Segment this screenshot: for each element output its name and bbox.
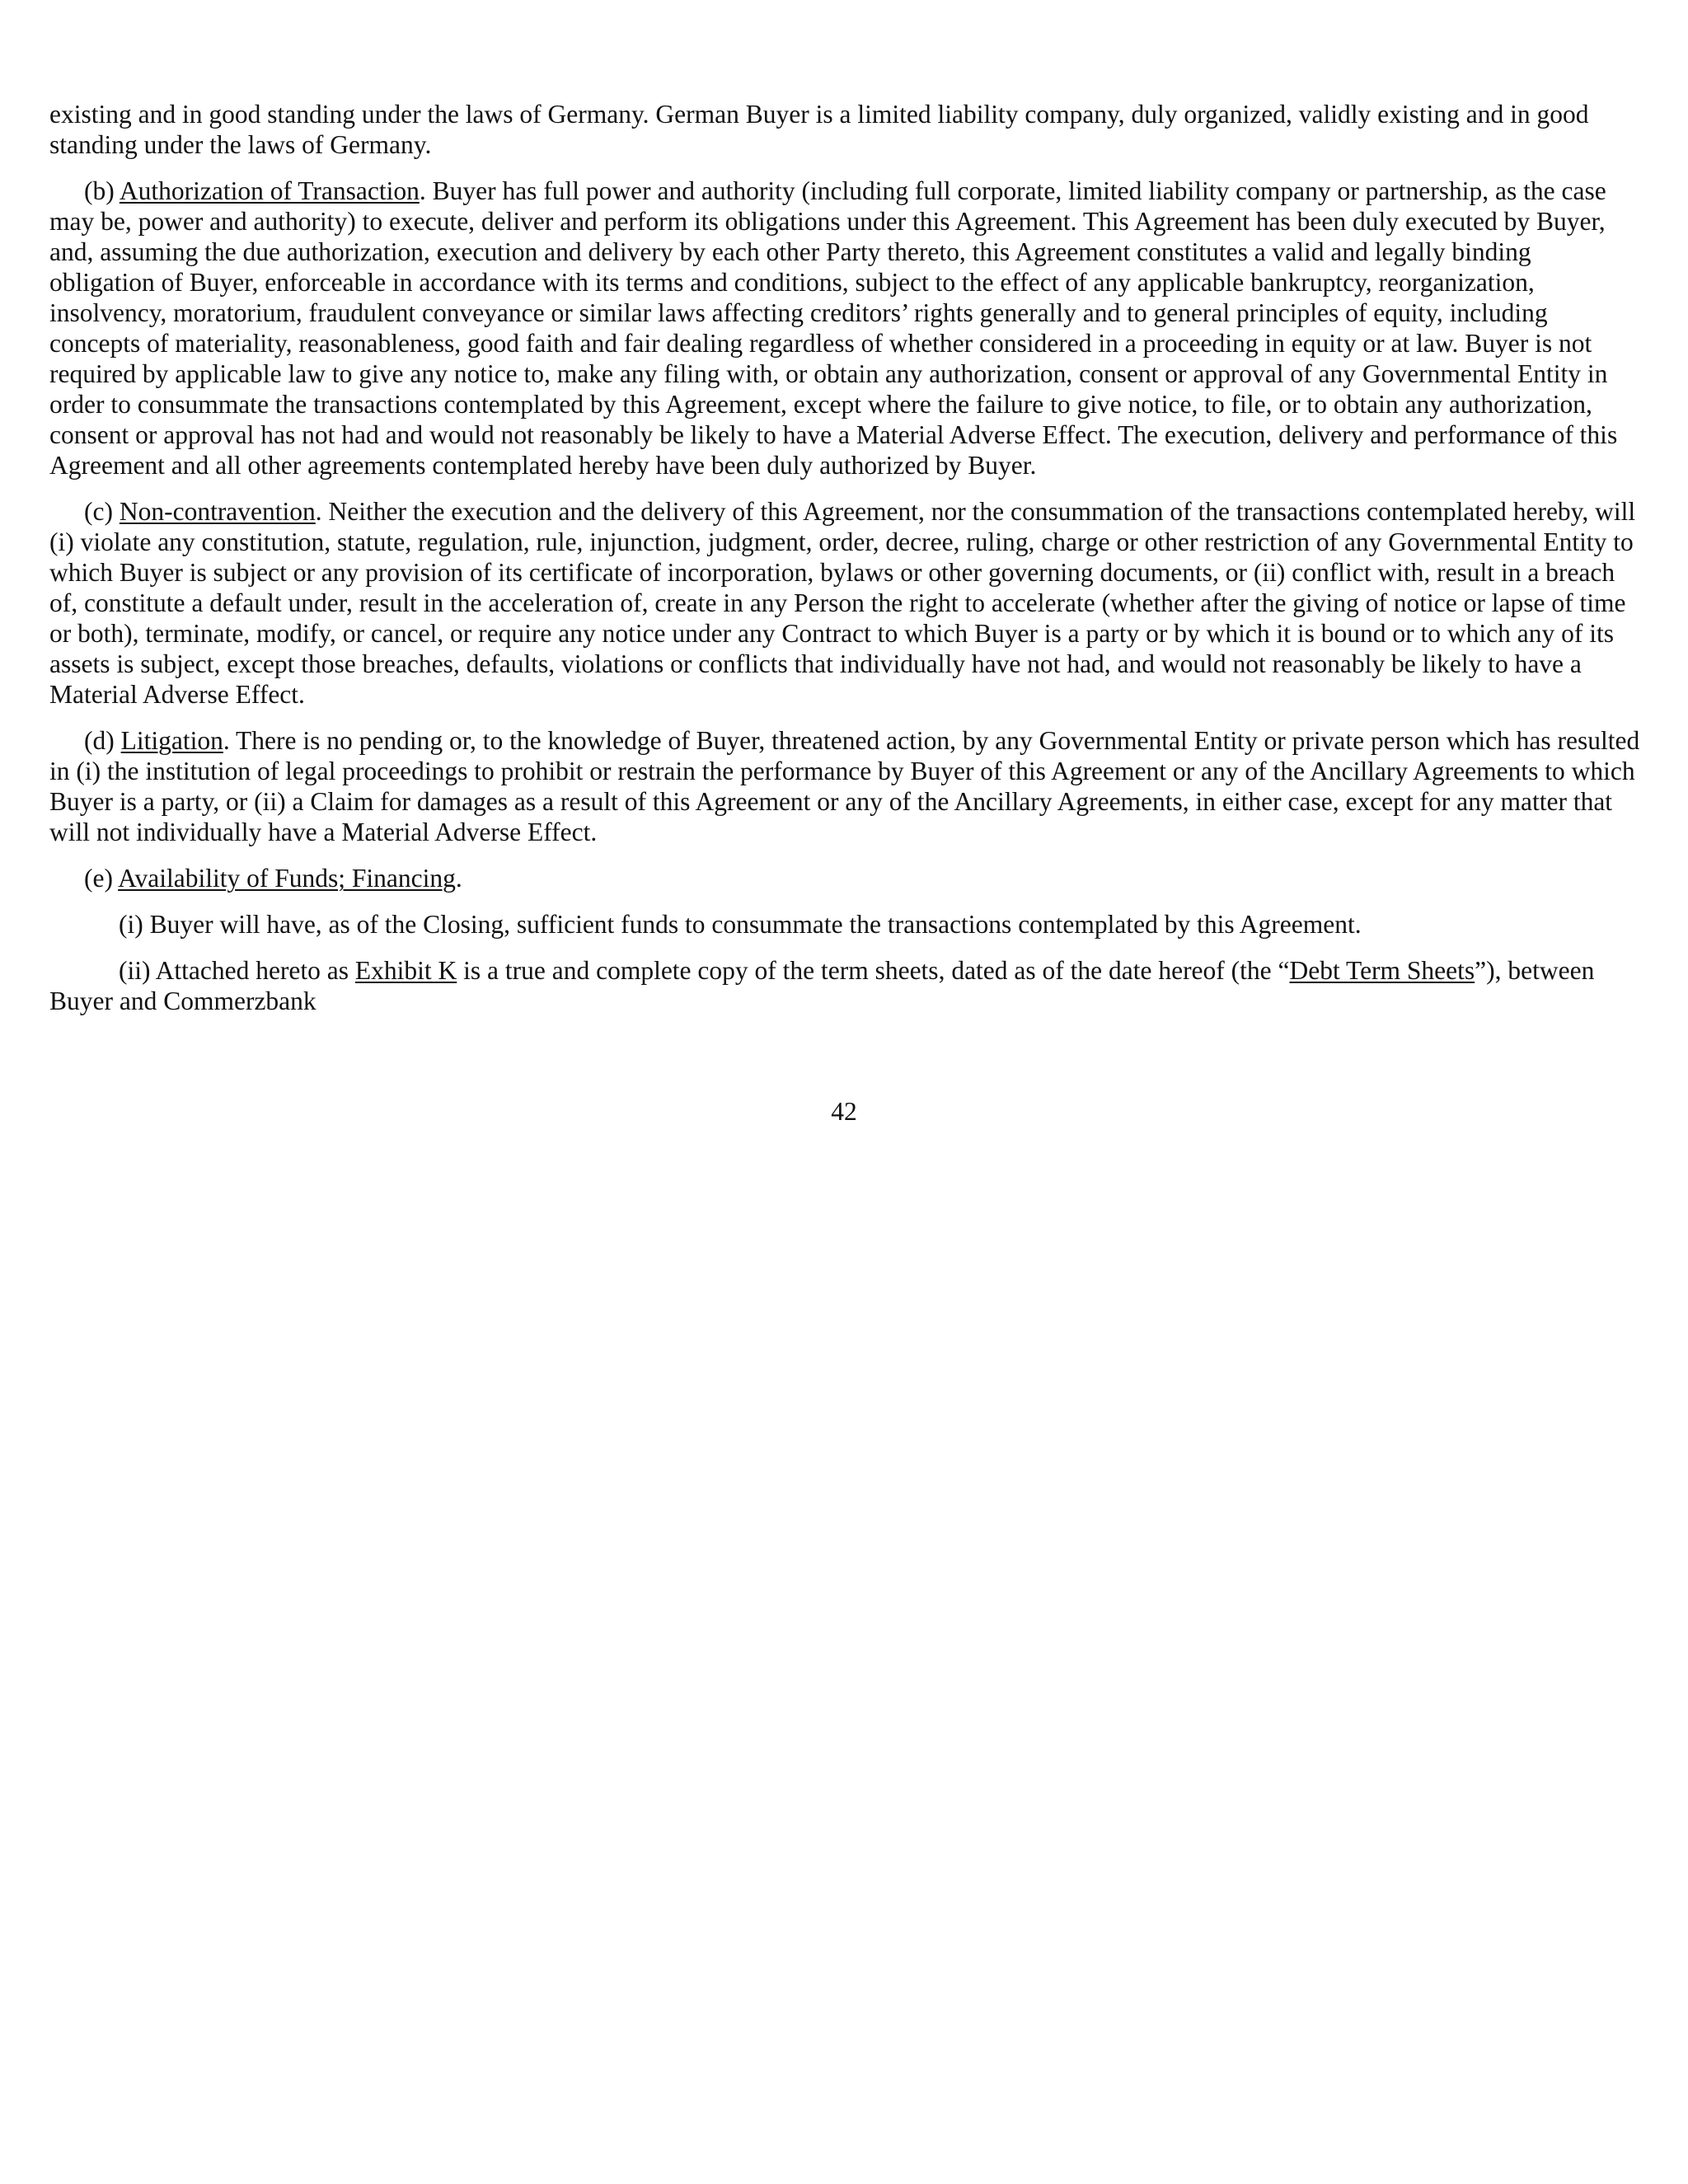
paragraph-label: (d) xyxy=(84,726,121,755)
paragraph-e-availability-of-funds xyxy=(49,863,1640,893)
paragraph-text: . Neither the execution and the delivery of this Agreement, nor the consummation of the transactions contemplated hereby, will (i) violate any constitution, statute, regulation, rule, injunction, judgment, order, decree, ruling, charge or other restriction of any Governmental Entity to which Buyer is subject or any provision of its certificate of incorporation, bylaws or other governing documents, or (ii) conflict with, result in a breach of, constitute a default under, result in the acceleration of, create in any Person the right to accelerate (whether after the giving of notice or lapse of time or both), terminate, modify, or cancel, or require any notice under any Contract to which Buyer is a party or by which it is bound or to which any of its assets is subject, except those breaches, defaults, violations or conflicts that individually have not had, and would not reasonably be likely to have a Material Adverse Effect. xyxy=(49,497,1636,709)
exhibit-reference: Exhibit K xyxy=(354,956,457,985)
paragraph-c-non-contravention xyxy=(49,496,1640,710)
paragraph-text: ”), between Buyer and Commerzbank xyxy=(49,956,1595,1015)
paragraph-text: . There is no pending or, to the knowledge of Buyer, threatened action, by any Governmental Entity or private person which has resulted in (i) the institution of legal proceedings to prohibit or restrain the performance by Buyer of this Agreement or any of the Ancillary Agreements to which Buyer is a party, or (ii) a Claim for damages as a result of this Agreement or any of the Ancillary Agreements, in either case, except for any matter that will not individually have a Material Adverse Effect. xyxy=(49,726,1640,846)
paragraph-text: existing and in good standing under the laws of Germany. German Buyer is a limited liability company, duly organized, validly existing and in good standing under the laws of Germany. xyxy=(49,100,1589,159)
paragraph-e-ii xyxy=(49,955,1640,1016)
paragraph-d-litigation xyxy=(49,725,1640,847)
paragraph-text: is a true and complete copy of the term sheets, dated as of the date hereof (the “ xyxy=(457,956,1290,985)
section-heading-non-contravention: Non-contravention xyxy=(119,497,316,526)
paragraph-e-i xyxy=(49,909,1640,940)
document-body xyxy=(49,99,1640,1032)
section-heading-availability-of-funds: Availability of Funds; Financing xyxy=(118,864,456,893)
paragraph-text: . xyxy=(455,864,462,893)
paragraph-b-authorization xyxy=(49,176,1640,480)
section-heading-litigation: Litigation xyxy=(120,726,223,755)
paragraph-label: (e) xyxy=(84,864,119,893)
paragraph-label: (c) xyxy=(84,497,120,526)
paragraph-a-continued xyxy=(49,99,1640,160)
paragraph-text: . Buyer has full power and authority (including full corporate, limited liability company or partnership, as the case may be, power and authority) to execute, deliver and perform its obligations under this Agreement. This Agreement has been duly executed by Buyer, and, assuming the due authorization, execution and delivery by each other Party thereto, this Agreement constitutes a valid and legally binding obligation of Buyer, enforceable in accordance with its terms and conditions, subject to the effect of any applicable bankruptcy, reorganization, insolvency, moratorium, fraudulent conveyance or similar laws affecting creditors’ rights generally and to general principles of equity, including concepts of materiality, reasonableness, good faith and fair dealing regardless of whether considered in a proceeding in equity or at law. Buyer is not required by applicable law to give any notice to, make any filing with, or obtain any authorization, consent or approval of any Governmental Entity in order to consummate the transactions contemplated by this Agreement, except where the failure to give notice, to file, or to obtain any authorization, consent or approval has not had and would not reasonably be likely to have a Material Adverse Effect. The execution, delivery and performance of this Agreement and all other agreements contemplated hereby have been duly authorized by Buyer. xyxy=(49,176,1618,480)
paragraph-label: (b) xyxy=(84,176,120,205)
page-number: 42 xyxy=(831,1097,857,1126)
paragraph-text: (ii) Attached hereto as xyxy=(119,956,355,985)
paragraph-text: (i) Buyer will have, as of the Closing, sufficient funds to consummate the transactions contemplated by this Agreement. xyxy=(119,910,1362,939)
section-heading-authorization-of-transaction: Authorization of Transaction xyxy=(119,176,420,205)
defined-term: Debt Term Sheets xyxy=(1289,956,1475,985)
